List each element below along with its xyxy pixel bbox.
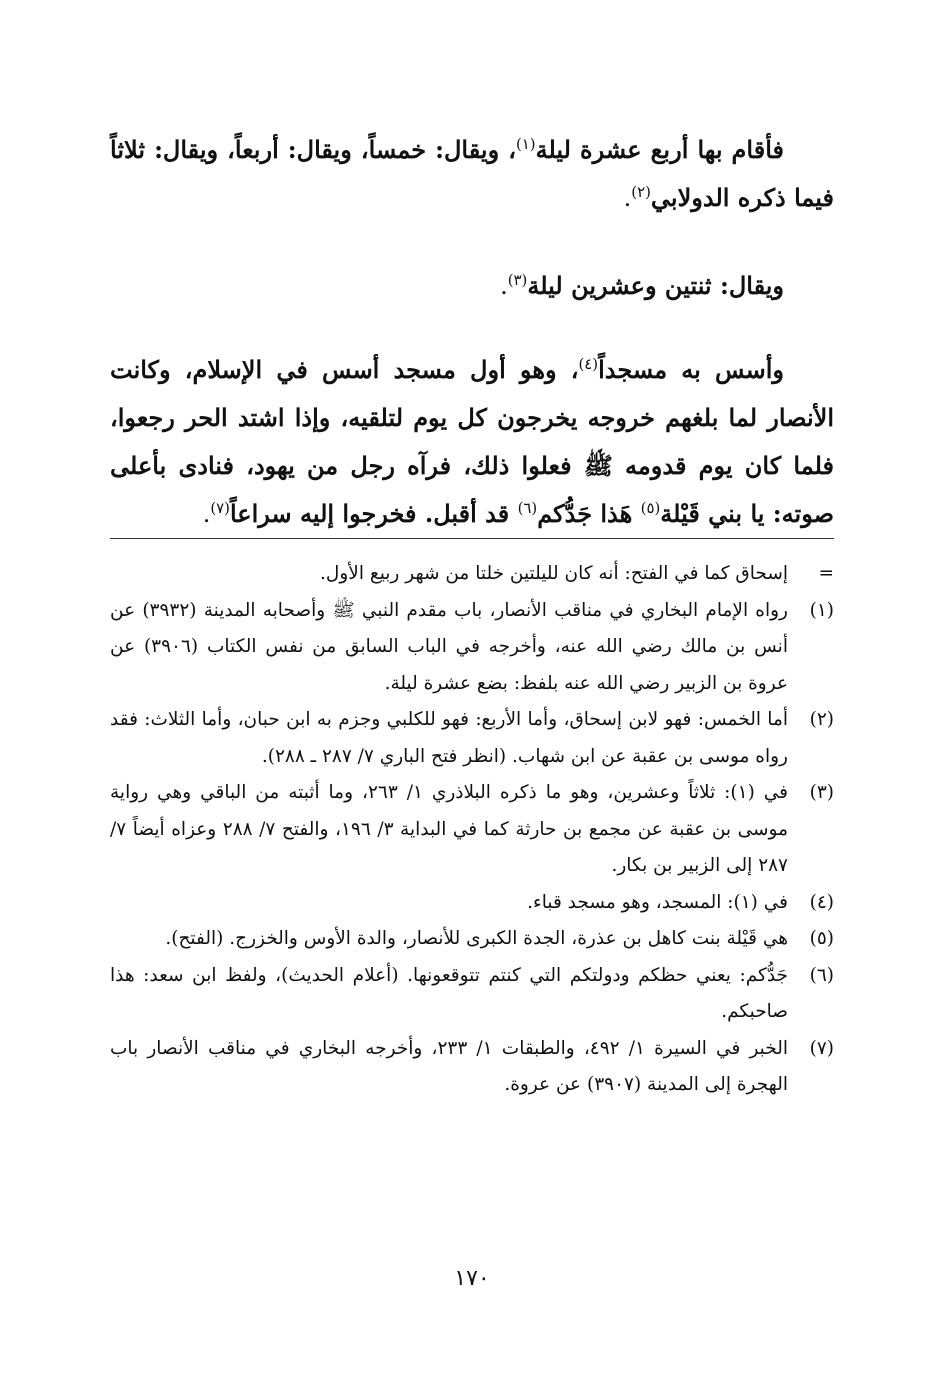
paragraph-2-text: ثنتين وعشرين ليلة bbox=[527, 271, 720, 300]
footnote-number: (٤) bbox=[809, 891, 834, 913]
footnote-text: أما الخمس: فهو لابن إسحاق، وأما الأربع: فهو للكلبي وجزم به ابن حبان، وأما الثلاث: فقد رواه موسى بن عقبة عن ابن شهاب. (انظر فتح الباري ٧/ ٢٨٧ ـ ٢٨٨). bbox=[110, 709, 788, 767]
footnote-text: الخبر في السيرة ١/ ٤٩٢، والطبقات ١/ ٢٣٣، وأخرجه البخاري في مناقب الأنصار باب الهجرة إلى المدينة (٣٩٠٧) عن عروة. bbox=[110, 1037, 788, 1095]
footnote-ref-7: (٧) bbox=[210, 499, 230, 517]
footnote-number: (٢) bbox=[809, 709, 834, 730]
paragraph-3 bbox=[110, 346, 834, 538]
footnote-continuation bbox=[110, 556, 834, 593]
paragraph-3-text-2: قد أقبل. فخرجوا إليه سراعاً bbox=[229, 499, 518, 528]
footnote-number: (١) bbox=[809, 599, 834, 621]
paragraph-3-end: . bbox=[202, 500, 211, 528]
paragraph-1-text: ، ويقال: خمساً، ويقال: أربعاً، bbox=[218, 135, 516, 164]
footnote-3 bbox=[110, 775, 834, 885]
paragraph-3-text: ، وهو أول مسجد أسس في الإسلام، وكانت الأنصار لما بلغهم خروجه يخرجون كل يوم لتلقيه، وإذا اشتد الحر رجعوا، فلما كان يوم قدومه ﷺ فعلوا ذلك، فرآه رجل من يهود، فنادى بأعلى صوته: يا بني قَيْلة bbox=[110, 355, 834, 528]
footnote-7 bbox=[110, 1031, 834, 1104]
footnote-ref-4: (٤) bbox=[578, 355, 599, 373]
footnote-number: (٧) bbox=[809, 1037, 834, 1059]
paragraph-2-keyword: ويقال: bbox=[719, 271, 784, 300]
paragraph-2 bbox=[110, 262, 834, 310]
footnotes bbox=[110, 556, 834, 1104]
footnote-ref-3: (٣) bbox=[507, 271, 528, 289]
footnote-1 bbox=[110, 593, 834, 703]
page-number: ١٧٠ bbox=[454, 1266, 490, 1291]
footnote-text: رواه الإمام البخاري في مناقب الأنصار، باب مقدم النبي ﷺ وأصحابه المدينة (٣٩٣٢) عن أنس بن مالك رضي الله عنه، وأخرجه في الباب السابق من نفس الكتاب (٣٩٠٦) عن عروة بن الزبير رضي الله عنه بلفظ: بضع عشرة ليلة. bbox=[110, 599, 788, 694]
footnote-ref-6: (٦) bbox=[517, 499, 538, 517]
paragraph-1-keyword: ويقال: bbox=[154, 135, 219, 164]
footnote-number: (٦) bbox=[809, 964, 834, 986]
footnote-ref-5: (٥) bbox=[640, 499, 661, 517]
footnote-text: في (١): المسجد، وهو مسجد قباء. bbox=[527, 891, 788, 913]
footnote-ref-2: (٢) bbox=[631, 183, 651, 201]
footnote-2 bbox=[110, 702, 834, 775]
footnote-number: (٣) bbox=[809, 782, 834, 803]
footnote-text: جَدُّكم: يعني حظكم ودولتكم التي كنتم تتوقعونها. (أعلام الحديث)، ولفظ ابن سعد: هذا صاحبكم. bbox=[110, 964, 788, 1022]
footnote-separator bbox=[110, 538, 834, 539]
footnote-5 bbox=[110, 921, 834, 958]
paragraph-3-quote: هَذا جَدُّكم bbox=[537, 499, 641, 528]
footnote-marker: = bbox=[818, 563, 834, 584]
paragraph-3-opening: وأسس به مسجداً bbox=[598, 355, 784, 384]
paragraph-1 bbox=[110, 126, 834, 222]
footnote-text: في (١): ثلاثاً وعشرين، وهو ما ذكره البلاذري ١/ ٢٦٣، وما أثبته من الباقي وهي رواية موسى بن عقبة عن مجمع بن حارثة كما في البداية ٣/ ١٩٦، والفتح ٧/ ٢٨٨ وعزاه أيضاً ٧/ ٢٨٧ إلى الزبير بن بكار. bbox=[110, 782, 788, 876]
footnote-number: (٥) bbox=[809, 928, 834, 949]
footnote-text: إسحاق كما في الفتح: أنه كان لليلتين خلتا من شهر ربيع الأول. bbox=[320, 563, 788, 584]
paragraph-1-text-2: ثلاثاً فيما ذكره الدولابي bbox=[110, 135, 834, 212]
paragraph-2-end: . bbox=[500, 272, 508, 300]
footnote-4 bbox=[110, 885, 834, 922]
paragraph-1-opening: فأقام بها أربع عشرة ليلة bbox=[535, 135, 784, 164]
footnote-ref-1: (١) bbox=[515, 135, 536, 153]
footnote-text: هي قَيْلة بنت كاهل بن عذرة، الجدة الكبرى للأنصار، والدة الأوس والخزرج. (الفتح). bbox=[165, 928, 788, 949]
footnote-6 bbox=[110, 958, 834, 1031]
paragraph-1-end: . bbox=[623, 184, 632, 212]
